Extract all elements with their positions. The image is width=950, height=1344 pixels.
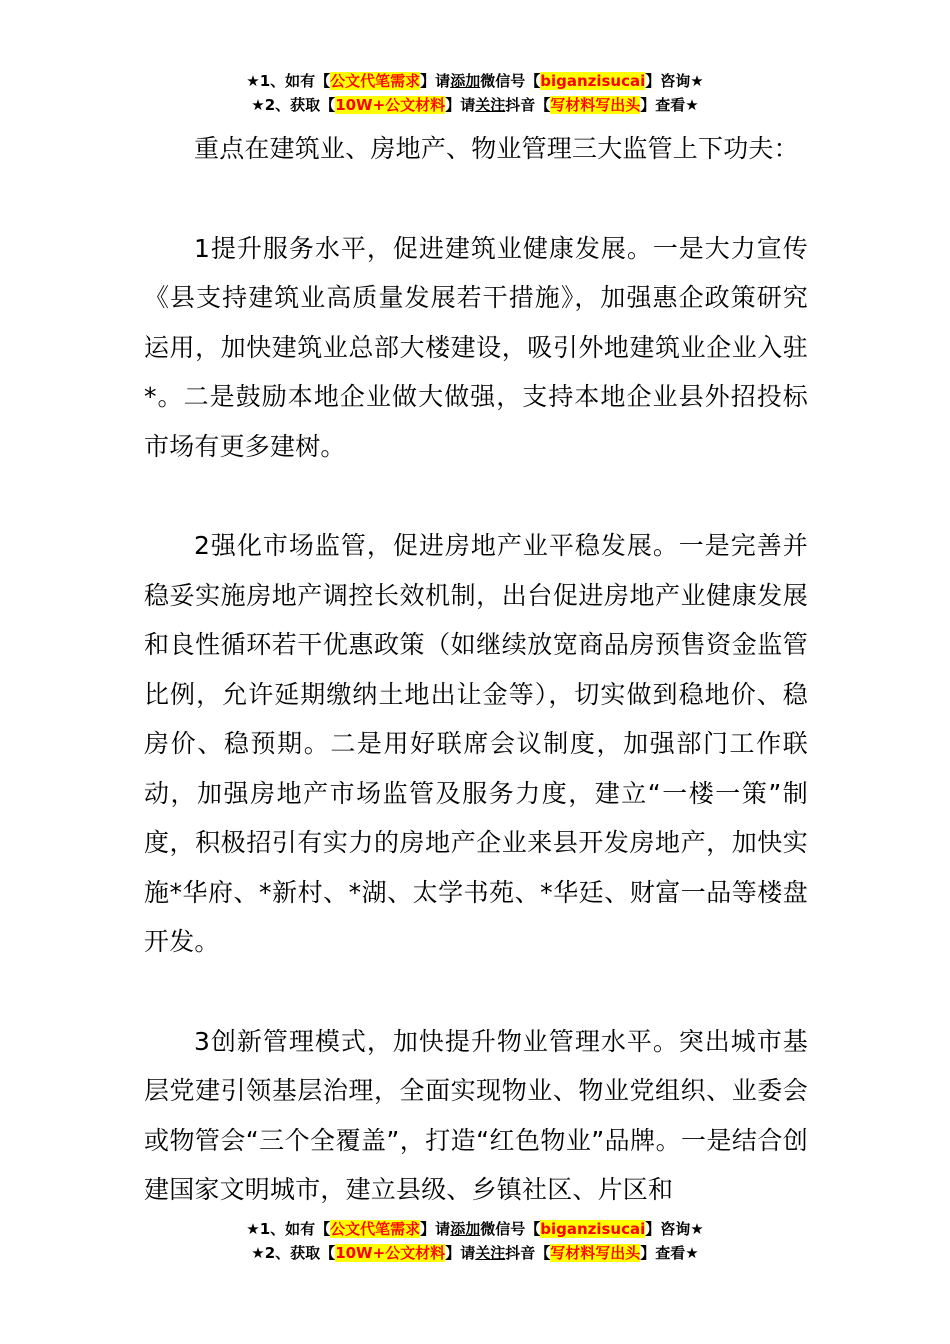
banner-text: 】请 <box>445 1244 476 1262</box>
banner-text: 】查看★ <box>640 96 699 114</box>
banner-text: ★1、如有【 <box>246 1220 331 1238</box>
banner-text: 】请 <box>420 1220 451 1238</box>
document-body <box>144 124 808 1215</box>
footer-banner <box>0 1218 950 1266</box>
lead-paragraph: 重点在建筑业、房地产、物业管理三大监管上下功夫： <box>194 134 799 163</box>
banner-line-2 <box>0 1242 950 1266</box>
banner-highlight: 10W+公文材料 <box>335 1244 446 1262</box>
paragraph-3: 3创新管理模式，加快提升物业管理水平。突出城市基层党建引领基层治理，全面实现物业、物业党组织、业委会或物管会“三个全覆盖”，打造“红色物业”品牌。一是结合创建国家文明城市，建立县级、乡镇社区、片区和 <box>144 1026 808 1204</box>
banner-text: ★2、获取【 <box>251 96 336 114</box>
banner-text: 抖音【 <box>505 1244 551 1262</box>
banner-underline: 添加 <box>450 72 481 90</box>
banner-highlight: 公文代笔需求 <box>330 1220 421 1238</box>
banner-underline: 关注 <box>475 1244 506 1262</box>
banner-underline: 添加 <box>450 1220 481 1238</box>
banner-line-1 <box>0 70 950 94</box>
banner-line-1 <box>0 1218 950 1242</box>
banner-text: 抖音【 <box>505 96 551 114</box>
banner-text: ★1、如有【 <box>246 72 331 90</box>
banner-line-2 <box>0 94 950 118</box>
banner-douyin-id: 写材料写出头 <box>550 96 641 114</box>
banner-underline: 关注 <box>475 96 506 114</box>
banner-douyin-id: 写材料写出头 <box>550 1244 641 1262</box>
paragraph-2: 2强化市场监管，促进房地产业平稳发展。一是完善并稳妥实施房地产调控长效机制，出台促进房地产业健康发展和良性循环若干优惠政策（如继续放宽商品房预售资金监管比例，允许延期缴纳土地出让金等），切实做到稳地价、稳房价、稳预期。二是用好联席会议制度，加强部门工作联动，加强房地产市场监管及服务力度，建立“一楼一策”制度，积极招引有实力的房地产企业来县开发房地产，加快实施*华府、*新村、*湖、太学书苑、*华廷、财富一品等楼盘开发。 <box>144 531 808 956</box>
banner-wechat-id: biganzisucai <box>540 72 646 90</box>
banner-text: 】请 <box>445 96 476 114</box>
banner-text: 】查看★ <box>640 1244 699 1262</box>
banner-highlight: 公文代笔需求 <box>330 72 421 90</box>
banner-wechat-id: biganzisucai <box>540 1220 646 1238</box>
banner-highlight: 10W+公文材料 <box>335 96 446 114</box>
banner-text: 微信号【 <box>480 72 541 90</box>
paragraph-1: 1提升服务水平，促进建筑业健康发展。一是大力宣传《县支持建筑业高质量发展若干措施》，加强惠企政策研究运用，加快建筑业总部大楼建设，吸引外地建筑业企业入驻*。二是鼓励本地企业做大做强，支持本地企业县外招投标市场有更多建树。 <box>144 233 808 461</box>
banner-text: 】请 <box>420 72 451 90</box>
banner-text: 】咨询★ <box>645 1220 704 1238</box>
banner-text: 微信号【 <box>480 1220 541 1238</box>
banner-text: ★2、获取【 <box>251 1244 336 1262</box>
header-banner <box>0 70 950 118</box>
banner-text: 】咨询★ <box>645 72 704 90</box>
